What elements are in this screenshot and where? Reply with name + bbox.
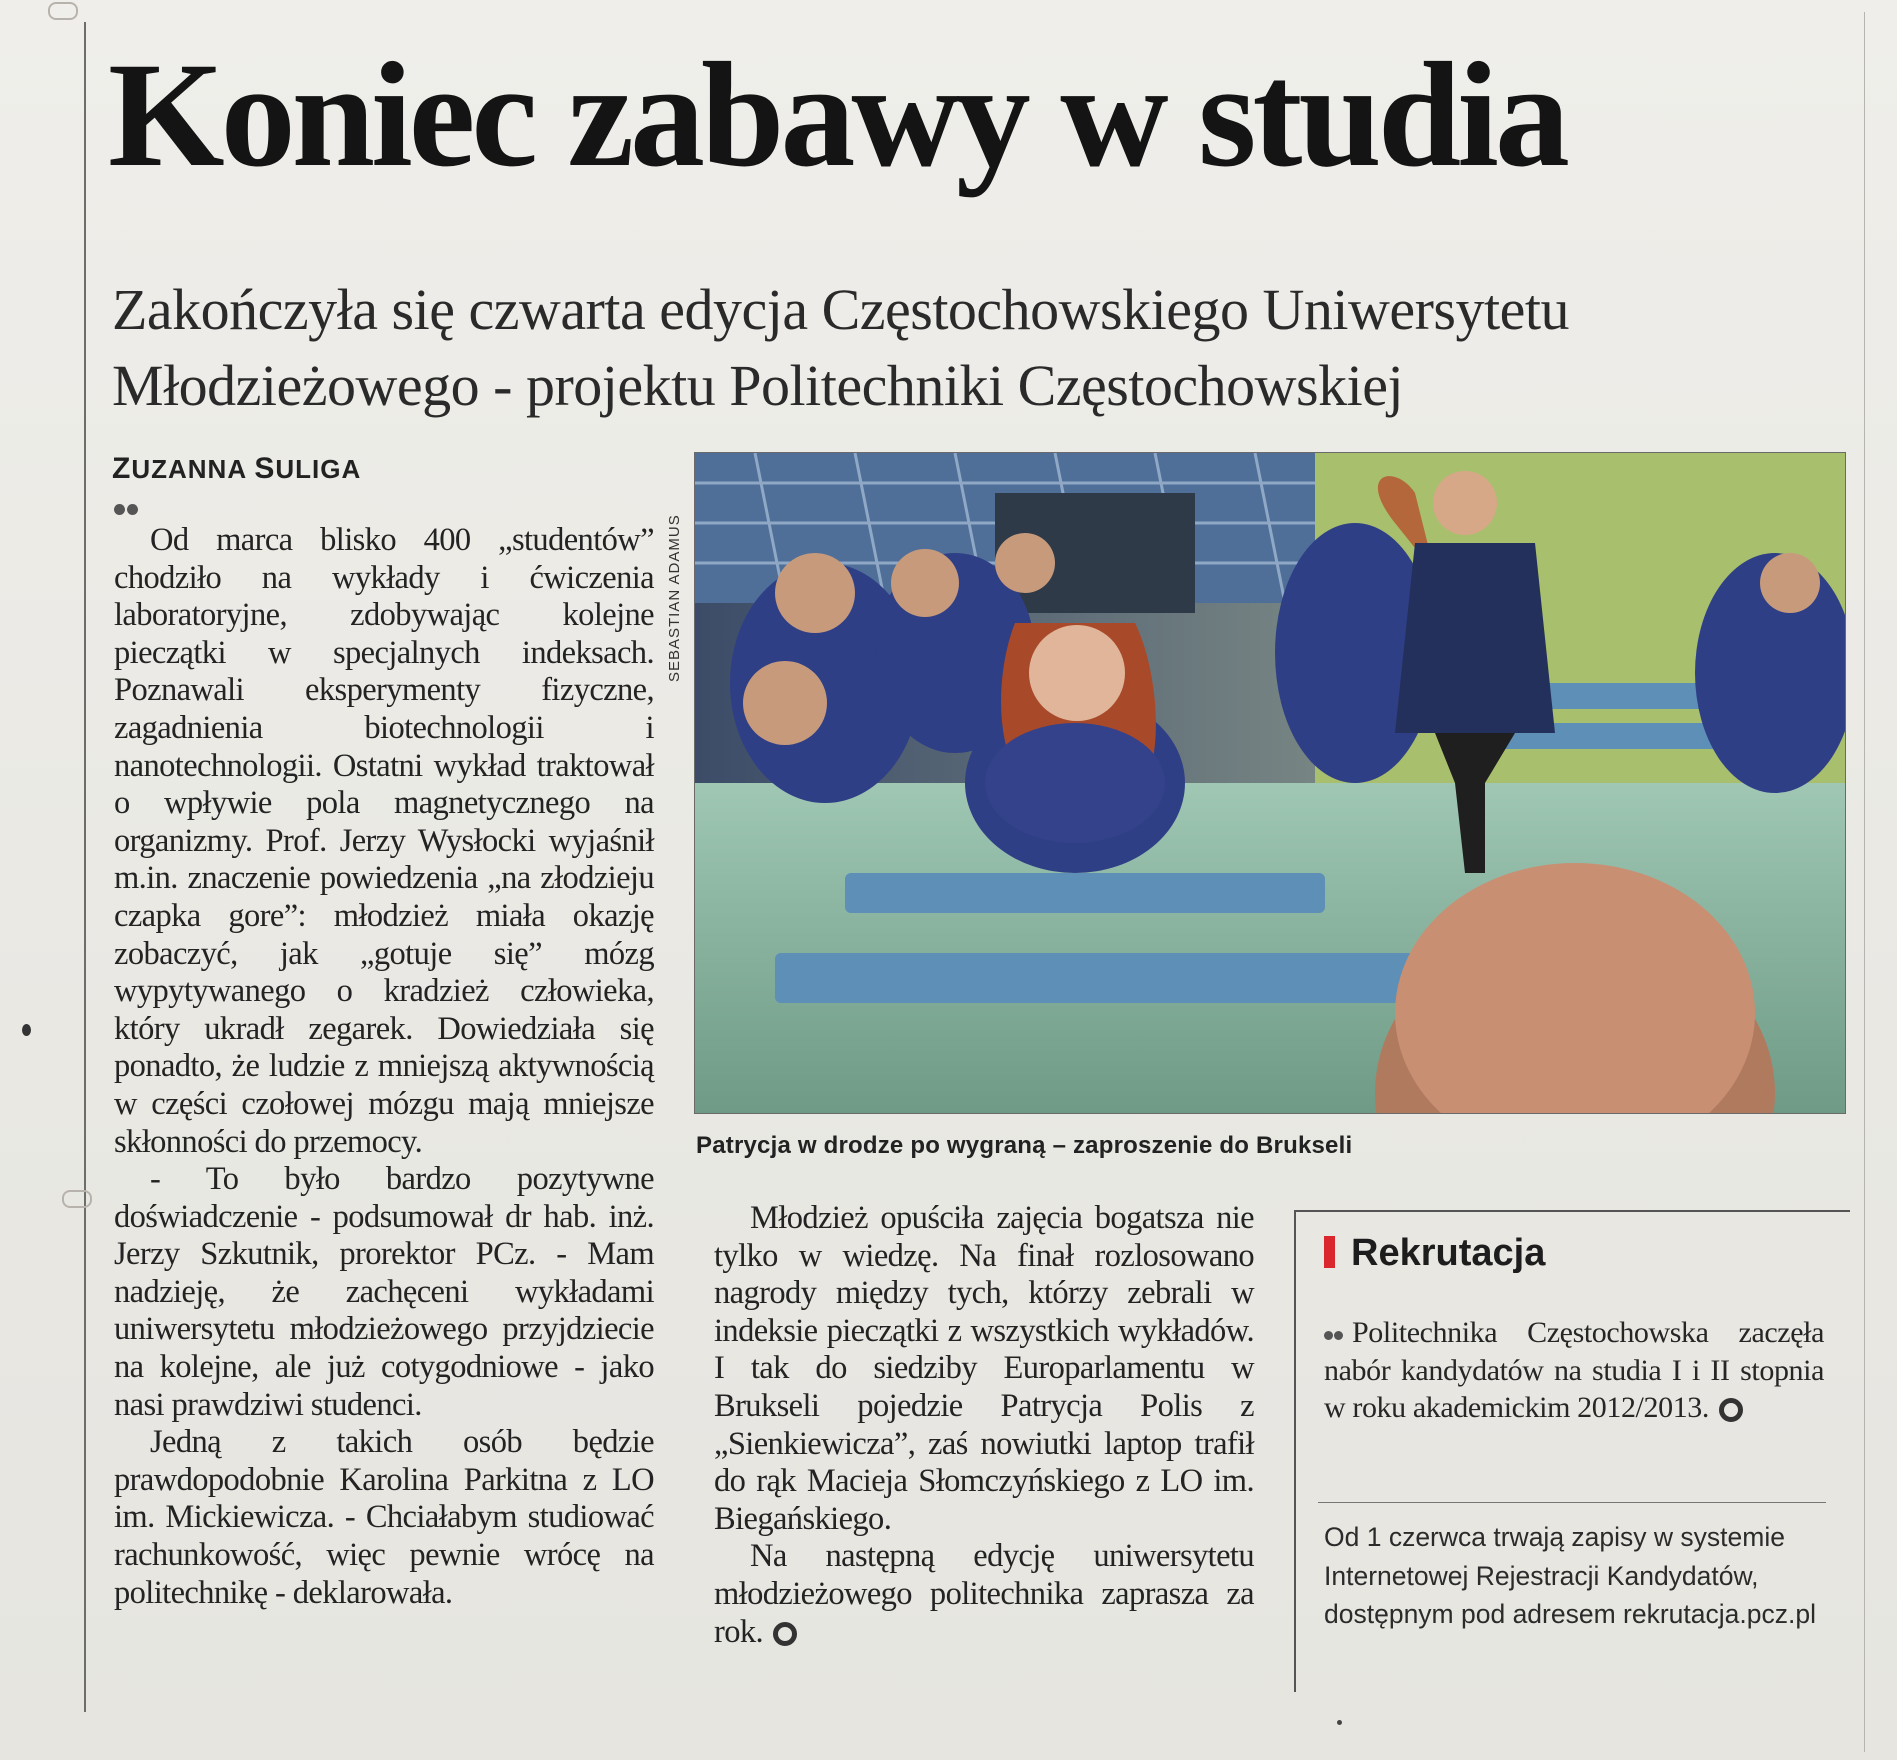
margin-ink-dot bbox=[1337, 1720, 1342, 1725]
author-first-name: UZANNA bbox=[131, 454, 247, 484]
paragraph bbox=[714, 1538, 1254, 1651]
paragraph: - To było bardzo pozytywne doświadczenie - podsumował dr hab. inż. Jerzy Szkutnik, prorektor PCz. - Mam nadzieję, że zachęceni wykładami uniwersytetu młodzieżowego przyjdziecie na kolejne, ale już cotygodniowe - jako nasi prawdziwi studenci. bbox=[114, 1161, 654, 1423]
sidebar-text-body: Politechnika Częstochowska zaczęła nabór kandydatów na studia I i II stopnia w roku akademickim 2012/2013. bbox=[1324, 1316, 1824, 1425]
sidebar-text bbox=[1324, 1312, 1824, 1427]
sidebar-box-rekrutacja bbox=[1294, 1210, 1850, 1692]
classroom-photo-illustration bbox=[695, 453, 1846, 1114]
sidebar-start-dots bbox=[1324, 1312, 1344, 1350]
author-byline bbox=[112, 452, 361, 486]
author-initial: Z bbox=[112, 452, 132, 485]
staple-mark bbox=[48, 2, 78, 20]
article-photo bbox=[694, 452, 1846, 1114]
photo-caption: Patrycja w drodze po wygraną – zaproszenie do Brukseli bbox=[696, 1132, 1353, 1159]
paragraph: Młodzież opuściła zajęcia bogatsza nie tylko w wiedzę. Na finał rozlosowano nagrody między tych, którzy zebrali w indeksie pieczątki z wszystkich wykładów. I tak do siedziby Europarlamentu w Brukseli pojedzie Patrycja Polis z „Sienkiewicza”, zaś nowiutki laptop trafił do rąk Macieja Słomczyńskiego z LO im. Biegańskiego. bbox=[714, 1200, 1254, 1537]
article-headline: Koniec zabawy w studia bbox=[108, 32, 1566, 198]
article-end-mark bbox=[773, 1622, 797, 1646]
article-subheadline: Zakończyła się czwarta edycja Częstochowskiego Uniwersytetu Młodzieżowego - projektu Politechniki Częstochowskiej bbox=[112, 277, 1569, 418]
red-marker bbox=[1324, 1236, 1335, 1268]
paragraph: Od marca blisko 400 „studentów” chodziło na wykłady i ćwiczenia laboratoryjne, zdobywając kolejne pieczątki w specjalnych indeksach. Poznawali eksperymenty fizyczne, zagadnienia biotechnologii i nanotechnologii. Ostatni wykład traktował o wpływie pola magnetycznego na organizmy. Prof. Jerzy Wysłocki wyjaśnił m.in. znaczenie powiedzenia „na złodzieju czapka gore”: młodzież miała okazję zobaczyć, jak „gotuje się” mózg wypytywanego o kradzież człowieka, który ukradł zegarek. Dowiedziała się ponadto, że ludzie z mniejszą aktywnością w części czołowej mózgu mają mniejsze skłonności do przemocy. bbox=[114, 522, 654, 1160]
sidebar-divider bbox=[1318, 1502, 1826, 1503]
photo-credit: SEBASTIAN ADAMUS bbox=[666, 514, 683, 682]
article-start-dots bbox=[114, 502, 140, 520]
sidebar-title-text: Rekrutacja bbox=[1351, 1232, 1546, 1274]
author-last-name: ULIGA bbox=[275, 454, 362, 484]
article-column-2 bbox=[714, 1200, 1254, 1651]
sidebar-title bbox=[1324, 1232, 1545, 1275]
article-column-1 bbox=[114, 522, 654, 1612]
author-initial: S bbox=[254, 452, 276, 485]
right-edge-rule bbox=[1864, 12, 1865, 1752]
left-column-rule bbox=[84, 22, 86, 1712]
closing-sentence: Na następną edycję uniwersytetu młodzieżowego politechnika zaprasza za rok. bbox=[714, 1538, 1254, 1650]
staple-mark bbox=[62, 1190, 92, 1208]
paragraph: Jedną z takich osób będzie prawdopodobnie Karolina Parkitna z LO im. Mickiewicza. - Chciałabym studiować rachunkowość, więc pewnie wrócę na politechnikę - deklarowała. bbox=[114, 1424, 654, 1611]
margin-ink-dot bbox=[22, 1024, 31, 1036]
sidebar-note: Od 1 czerwca trwają zapisy w systemie Internetowej Rejestracji Kandydatów, dostępnym pod adresem rekrutacja.pcz.pl bbox=[1324, 1522, 1816, 1629]
sidebar-end-mark bbox=[1719, 1398, 1743, 1422]
